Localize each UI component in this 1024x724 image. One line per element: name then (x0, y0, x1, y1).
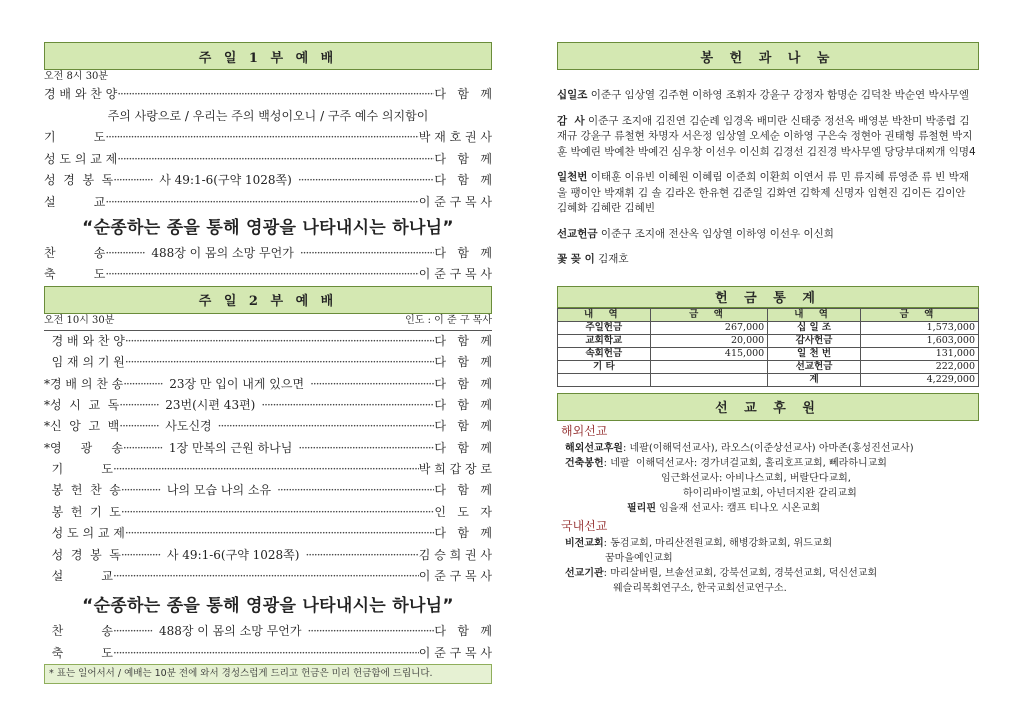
offering-group (557, 227, 979, 243)
offering-names: 이준구 임상열 김주현 이하영 조휘자 강윤구 강정자 함명순 김덕찬 박순연 박사무엘 (590, 89, 970, 101)
order-item-label: 경 배 와 찬 양 (44, 333, 125, 348)
domestic-mission-heading: 국내선교 (561, 518, 608, 533)
stats-cell (650, 373, 768, 386)
mission-detail: : 동검교회, 마리산전원교회, 해병강화교회, 위드교회 (603, 537, 833, 549)
mission-detail: : 네팔 이해덕선교사: 경가녀걸교회, 홀리호프교회, 뻬라하니교회 (603, 457, 887, 469)
stats-row (558, 360, 979, 373)
order-item-label: 임 재 의 기 원 (44, 355, 125, 370)
order-item-leader: 이 준 구 목 사 (418, 569, 492, 584)
order-item-label: 경 배 와 찬 양 (44, 87, 118, 101)
offering-category: 일천번 (557, 171, 588, 183)
stats-cell: 주일헌금 (558, 321, 651, 334)
order-row (44, 192, 492, 213)
order-row (44, 149, 492, 170)
offering-names: 이준구 조지애 전산옥 임상열 이하영 이선우 이신희 (600, 227, 834, 240)
stats-header-cell: 내 역 (558, 308, 651, 321)
stats-header-cell: 금 액 (860, 308, 978, 321)
order-row (44, 416, 492, 437)
order-item-leader: 박 희 갑 장 로 (418, 462, 492, 477)
order-row (44, 621, 492, 642)
order-item-leader: 이 준 구 목 사 (418, 645, 492, 660)
mission-detail: 꿈마을예인교회 (605, 552, 673, 564)
offering-names: 이준구 조지애 김진연 김순례 임경옥 배미란 신태중 정선옥 배영분 박찬미 박종렵 김재규 강윤구 류철현 차명자 서은정 임상열 오세순 이하영 구은숙 정현아 권태형 류철현 박지훈 박예린 박예찬 박예건 심우창 이선우 이신희 김경선 김진경 박사무엘 당당부대찌개 익명4 (557, 114, 976, 158)
order-item-leader: 다 함 께 (434, 87, 492, 101)
offering-column (557, 42, 979, 596)
stats-cell: 선교헌금 (768, 360, 861, 373)
mission-detail: : 마리살버릴, 브솔선교회, 강북선교회, 경북선교회, 덕신선교회 (603, 567, 878, 579)
order-item-detail: 23번(시편 43편) (165, 397, 256, 412)
order-item-detail: 488장 이 몸의 소망 무언가 (151, 245, 294, 260)
mission-line (557, 471, 979, 486)
stats-cell: 일 천 번 (768, 347, 861, 360)
stats-cell: 20,000 (650, 334, 768, 347)
mission-category: 건축봉헌 (565, 457, 604, 469)
hymn-lyric-line: 주의 사랑으로 / 우리는 주의 백성이오니 / 구주 예수 의지함이 (107, 109, 429, 124)
stats-cell: 131,000 (860, 347, 978, 360)
mission-line (557, 456, 979, 471)
stats-header-cell: 금 액 (650, 308, 768, 321)
mission-title: 선 교 후 원 (557, 393, 979, 421)
offering-title: 봉 헌 과 나 눔 (557, 42, 979, 70)
mission-detail: 임을재 선교사: 캠프 티나오 시온교회 (655, 502, 821, 514)
order-item-leader: 이 준 구 목 사 (418, 267, 492, 282)
order-row (44, 395, 492, 416)
order-row (44, 352, 492, 373)
order-item-label: 봉 헌 찬 송 (44, 483, 121, 498)
offering-names: 김재호 (598, 253, 629, 265)
order-item-label: 성 도 의 교 제 (44, 526, 125, 541)
order-item-label: *성 시 교 독 (44, 397, 120, 412)
order-item-leader: 다 함 께 (434, 483, 492, 498)
mission-line (557, 441, 979, 456)
order-item-leader: 다 함 께 (434, 151, 492, 166)
service-note: * 표는 일어서서 / 예배는 10분 전에 와서 경성스럽게 드리고 헌금은 미리 헌금함에 드립니다. (44, 664, 492, 684)
mission-line (557, 486, 979, 501)
stats-cell: 기 타 (558, 360, 651, 373)
mission-line (557, 536, 979, 551)
mission-line (557, 551, 979, 566)
stats-cell: 감사헌금 (768, 334, 861, 347)
order-item-label: 성 경 봉 독 (44, 173, 114, 188)
stats-cell: 415,000 (650, 347, 768, 360)
worship-order-column (44, 42, 492, 684)
order-item-detail: 사 49:1-6(구약 1028쪽) (166, 547, 300, 562)
offering-group (557, 252, 979, 268)
mission-category: 해외선교후원 (565, 442, 623, 454)
stats-cell: 4,229,000 (860, 373, 978, 386)
mission-category: 선교기관 (565, 567, 604, 579)
order-item-label: 설 교 (44, 194, 106, 209)
mission-category: 필리핀 (627, 502, 656, 514)
stats-row (558, 347, 979, 360)
mission-category: 비전교회 (565, 537, 604, 549)
order-item-label: 기 도 (44, 130, 106, 145)
order-row (44, 127, 492, 148)
order-row (44, 438, 492, 459)
stats-cell: 222,000 (860, 360, 978, 373)
order-item-leader: 다 함 께 (434, 624, 492, 639)
order-item-detail: 사 49:1-6(구약 1028쪽) (159, 173, 292, 188)
order-item-detail: 23장 만 입이 내게 있으면 (169, 376, 305, 391)
stats-cell: 십 일 조 (768, 321, 861, 334)
order-row (44, 459, 492, 480)
order-item-leader: 다 함 께 (434, 355, 492, 370)
order-item-detail: 1장 만복의 근원 하나님 (168, 440, 293, 455)
order-row (44, 566, 492, 587)
stats-cell: 교회학교 (558, 334, 651, 347)
order-item-label: 찬 송 (44, 245, 106, 260)
order-item-leader: 다 함 께 (434, 173, 492, 188)
order-item-leader: 김 승 희 권 사 (418, 547, 492, 562)
order-row (44, 264, 492, 285)
stats-cell (558, 373, 651, 386)
offering-category: 십일조 (557, 89, 588, 101)
stats-row (558, 321, 979, 334)
offering-category: 꽃 꽂 이 (557, 253, 595, 265)
order-item-label: 봉 헌 기 도 (44, 504, 121, 519)
stats-cell: 계 (768, 373, 861, 386)
offering-stats-table (557, 308, 979, 387)
stats-cell: 1,603,000 (860, 334, 978, 347)
order-item-leader: 이 준 구 목 사 (418, 194, 492, 209)
order-item-label: 축 도 (44, 267, 106, 282)
offering-group (557, 170, 979, 217)
order-item-detail: 488장 이 몸의 소망 무언가 (158, 624, 302, 639)
offering-names: 이태훈 이유빈 이혜원 이혜림 이준희 이환희 이연서 류 민 류지혜 류영준 류 빈 박재울 팽이안 박재휘 김 솔 김라온 한유현 김준일 김화연 김학제 신명자 임현진 김이든 김이안 김혜화 김혜란 김혜빈 (557, 171, 969, 214)
order-item-label: 찬 송 (44, 624, 113, 639)
service2-time-row (44, 314, 492, 330)
offering-category: 감 사 (557, 114, 585, 127)
order-row (44, 84, 492, 105)
order-row (44, 331, 492, 352)
order-item-leader: 다 함 께 (434, 440, 492, 455)
order-item-label: *영 광 송 (44, 440, 123, 455)
offering-group (557, 114, 979, 161)
order-row (44, 502, 492, 523)
service2-time: 오전 10시 30분 (44, 314, 115, 326)
offering-category: 선교헌금 (557, 227, 598, 240)
mission-detail: 웨슬리목회연구소, 한국교회선교연구소. (613, 582, 787, 594)
stats-cell: 속회헌금 (558, 347, 651, 360)
stats-cell: 267,000 (650, 321, 768, 334)
order-item-label: 설 교 (44, 569, 113, 584)
stats-header-cell: 내 역 (768, 308, 861, 321)
order-row (44, 170, 492, 191)
mission-detail: 임근화선교사: 아비나스교회, 버랄단다교회, (661, 472, 851, 484)
service2-leader: 인도 : 이 준 구 목사 (405, 314, 492, 326)
order-item-detail: 나의 모습 나의 소유 (166, 483, 272, 498)
mission-detail: : 네팔(이해덕선교사), 라오스(이준상선교사) 아마존(홍성진선교사) (622, 442, 914, 454)
order-item-leader: 다 함 께 (434, 376, 492, 391)
order-item-detail: 사도신경 (165, 419, 212, 434)
order-item-label: 성 도 의 교 제 (44, 151, 118, 166)
order-item-label: 축 도 (44, 645, 113, 660)
order-item-label: 성 경 봉 독 (44, 547, 121, 562)
order-item-label: *신 앙 고 백 (44, 419, 120, 434)
order-row (44, 374, 492, 395)
mission-line (557, 566, 979, 581)
service1-sermon-title: “순종하는 종을 통해 영광을 나타내시는 하나님” (82, 217, 454, 238)
mission-line (557, 501, 979, 516)
service2-sermon-title: “순종하는 종을 통해 영광을 나타내시는 하나님” (82, 596, 454, 617)
order-row (44, 523, 492, 544)
order-item-leader: 다 함 께 (434, 419, 492, 434)
mission-detail: 하이리바이벌교회, 아넌더지완 갈리교회 (683, 487, 857, 499)
stats-cell (650, 360, 768, 373)
order-item-label: *경 배 의 찬 송 (44, 376, 124, 391)
stats-row (558, 373, 979, 386)
order-item-leader: 다 함 께 (434, 245, 492, 260)
stats-row (558, 334, 979, 347)
service2-title: 주 일 2 부 예 배 (44, 286, 492, 314)
service1-time: 오전 8시 30분 (44, 71, 109, 82)
offering-group (557, 88, 979, 104)
order-item-label: 기 도 (44, 462, 113, 477)
mission-line (557, 581, 979, 596)
order-item-leader: 다 함 께 (434, 397, 492, 412)
order-row (44, 243, 492, 264)
stats-cell: 1,573,000 (860, 321, 978, 334)
order-row (44, 480, 492, 501)
service1-title: 주 일 1 부 예 배 (44, 42, 492, 70)
order-row (44, 643, 492, 664)
order-item-leader: 인 도 자 (434, 504, 492, 519)
order-item-leader: 박 재 호 권 사 (418, 130, 492, 145)
order-item-leader: 다 함 께 (434, 333, 492, 348)
stats-title: 헌 금 통 계 (557, 286, 979, 308)
order-item-leader: 다 함 께 (434, 526, 492, 541)
overseas-mission-heading: 해외선교 (561, 423, 608, 438)
order-row (44, 545, 492, 566)
